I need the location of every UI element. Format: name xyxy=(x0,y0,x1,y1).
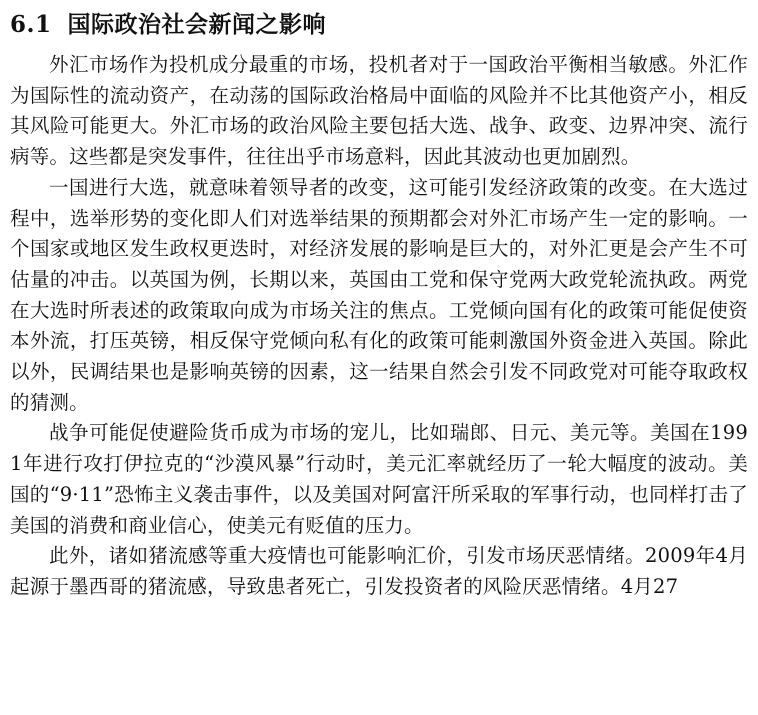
paragraph-epidemic: 此外，诸如猪流感等重大疫情也可能影响汇价，引发市场厌恶情绪。2009年4月起源于墨西哥的猪流感，导致患者死亡，引发投资者的风险厌恶情绪。4月27 xyxy=(10,544,748,598)
section-number: 6.1 xyxy=(10,11,52,38)
paragraph-war: 战争可能促使避险货币成为市场的宠儿，比如瑞郎、日元、美元等。美国在1991年进行攻打伊拉克的“沙漠风暴”行动时，美元汇率就经历了一轮大幅度的波动。美国的“9·11”恐怖主义袭击事件，以及美国对阿富汗所采取的军事行动，也同样打击了美国的消费和商业信心，使美元有贬值的压力。 xyxy=(10,421,748,537)
paragraph-intro: 外汇市场作为投机成分最重的市场，投机者对于一国政治平衡相当敏感。外汇作为国际性的流动资产，在动荡的国际政治格局中面临的风险并不比其他资产小，相反其风险可能更大。外汇市场的政治风险主要包括大选、战争、政变、边界冲突、流行病等。这些都是突发事件，往往出乎市场意料，因此其波动也更加剧烈。 xyxy=(10,53,748,169)
paragraph-election: 一国进行大选，就意味着领导者的改变，这可能引发经济政策的改变。在大选过程中，选举形势的变化即人们对选举结果的预期都会对外汇市场产生一定的影响。一个国家或地区发生政权更迭时，对经济发展的影响是巨大的，对外汇更是会产生不可估量的冲击。以英国为例，长期以来，英国由工党和保守党两大政党轮流执政。两党在大选时所表述的政策取向成为市场关注的焦点。工党倾向国有化的政策可能促使资本外流，打压英镑，相反保守党倾向私有化的政策可能刺激国外资金进入英国。除此以外，民调结果也是影响英镑的因素，这一结果自然会引发不同政党对可能夺取政权的猜测。 xyxy=(10,175,748,414)
section-title: 国际政治社会新闻之影响 xyxy=(67,12,327,38)
section-heading xyxy=(10,10,748,40)
